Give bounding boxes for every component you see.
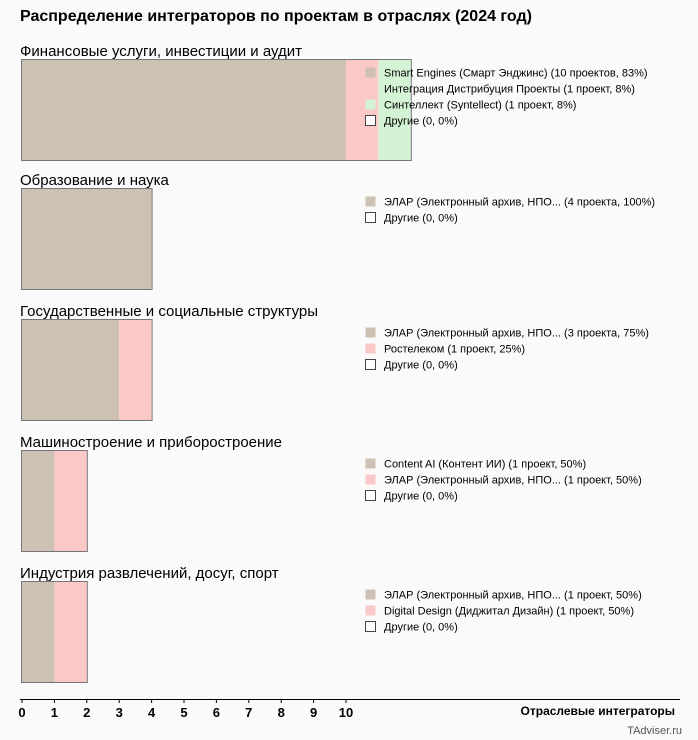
bar-segment — [119, 320, 151, 420]
watermark: TAdviser.ru — [627, 725, 682, 737]
legend-entry: ЭЛАР (Электронный архив, НПО... (4 проекта, 100%) — [384, 196, 656, 209]
bar-segment — [22, 582, 54, 682]
legend-entry: Другие (0, 0%) — [384, 212, 458, 225]
bar-segment — [54, 582, 86, 682]
legend-entry: Ростелеком (1 проект, 25%) — [384, 343, 526, 356]
legend-entry: Smart Engines (Смарт Энджинс) (10 проектов, 83%) — [384, 67, 648, 80]
x-tick-label: 4 — [147, 705, 156, 720]
bar-segment — [22, 60, 346, 160]
legend-swatch — [366, 84, 376, 94]
sector-block — [20, 434, 642, 552]
sector-block — [20, 303, 649, 421]
x-axis-title: Отраслевые интеграторы — [520, 704, 675, 718]
legend-entry: Другие (0, 0%) — [384, 621, 458, 634]
legend-entry: Digital Design (Диджитал Дизайн) (1 проект, 50%) — [384, 605, 634, 618]
legend-swatch — [366, 360, 376, 370]
bar-segment — [22, 320, 119, 420]
sector-block — [20, 43, 648, 161]
legend-swatch — [366, 197, 376, 207]
legend-entry: ЭЛАР (Электронный архив, НПО... (1 проект, 50%) — [384, 474, 642, 487]
sector-name: Образование и наука — [20, 172, 169, 189]
sector-name: Индустрия развлечений, досуг, спорт — [20, 565, 279, 582]
legend-entry: Синтеллект (Syntellect) (1 проект, 8%) — [384, 99, 577, 112]
legend-swatch — [366, 100, 376, 110]
sector-block — [20, 172, 655, 290]
legend-swatch — [366, 328, 376, 338]
sector-name: Государственные и социальные структуры — [20, 303, 319, 320]
legend-swatch — [366, 606, 376, 616]
x-tick-label: 0 — [18, 705, 26, 720]
legend-swatch — [366, 459, 376, 469]
bar-segment — [22, 451, 54, 551]
legend-entry: Другие (0, 0%) — [384, 115, 458, 128]
x-tick-label: 3 — [115, 705, 123, 720]
legend-swatch — [366, 475, 376, 485]
legend-swatch — [366, 590, 376, 600]
x-tick-label: 1 — [50, 705, 59, 720]
x-tick-label: 10 — [338, 705, 354, 720]
legend-entry: Content AI (Контент ИИ) (1 проект, 50%) — [384, 458, 587, 471]
bar-segment — [22, 189, 152, 289]
legend-entry: ЭЛАР (Электронный архив, НПО... (1 проект, 50%) — [384, 589, 642, 602]
legend-entry: Другие (0, 0%) — [384, 490, 458, 503]
legend-entry: ЭЛАР (Электронный архив, НПО... (3 проекта, 75%) — [384, 327, 649, 340]
sector-name: Машиностроение и приборостроение — [20, 434, 283, 451]
sector-name: Финансовые услуги, инвестиции и аудит — [20, 43, 303, 60]
legend-entry: Другие (0, 0%) — [384, 359, 458, 372]
legend-swatch — [366, 213, 376, 223]
x-tick-label: 9 — [309, 705, 318, 720]
x-tick-label: 8 — [277, 705, 285, 720]
legend-swatch — [366, 344, 376, 354]
x-tick-label: 2 — [83, 705, 91, 720]
legend-swatch — [366, 116, 376, 126]
legend-swatch — [366, 622, 376, 632]
chart-title: Распределение интеграторов по проектам в отраслях (2024 год) — [20, 8, 532, 25]
sector-block — [20, 565, 642, 683]
x-tick-label: 6 — [212, 705, 221, 720]
bar-segment — [54, 451, 86, 551]
legend-entry: Интеграция Дистрибуция Проекты (1 проект, 8%) — [384, 83, 635, 96]
x-tick-label: 7 — [245, 705, 253, 720]
x-tick-label: 5 — [180, 705, 188, 720]
legend-swatch — [366, 491, 376, 501]
legend-swatch — [366, 68, 376, 78]
